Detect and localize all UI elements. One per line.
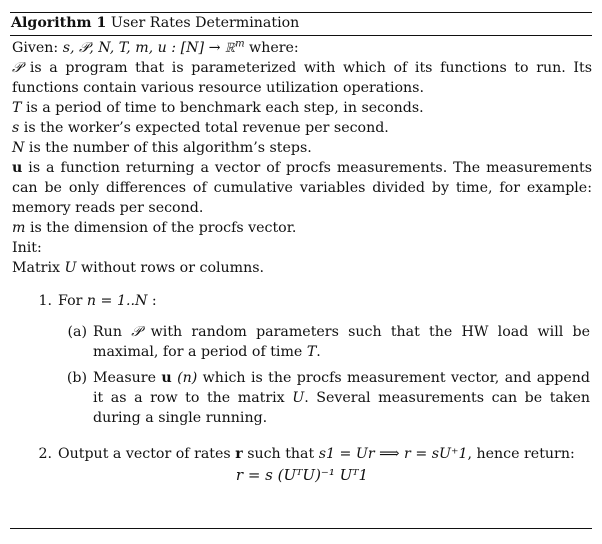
step-1-math: n = 1..N (86, 293, 148, 309)
steps-list (12, 291, 592, 485)
substep-b-label: (b) (66, 370, 87, 386)
step-1-text-b: : (147, 293, 157, 309)
substep-b-text-2: which is the procfs measurement vector, and append it as a row to the matrix (93, 370, 590, 406)
step-2 (12, 444, 592, 464)
def-N-text: is the number of this algorithm’s steps. (24, 140, 312, 156)
step-1-content (58, 291, 592, 311)
P-symbol: 𝒫 (12, 60, 23, 76)
final-formula (12, 465, 592, 485)
algorithm-body (10, 36, 592, 485)
m-symbol: m (12, 220, 26, 236)
step-2-equation: s1 = Ur ⟹ r = sU⁺1 (318, 446, 468, 462)
given-line (12, 38, 592, 58)
substep-a-T-symbol: T (306, 344, 317, 360)
init-label: Init: (12, 240, 42, 256)
U-symbol: U (64, 260, 77, 276)
step-2-text-c: , hence return: (467, 446, 575, 462)
substep-b-U-symbol: U (292, 390, 305, 406)
init-line (12, 258, 592, 278)
substep-b-content (93, 368, 592, 428)
u-symbol: u (12, 160, 23, 176)
def-m (12, 218, 592, 238)
step-1 (12, 291, 592, 311)
substep-b-u-arg: (n) (171, 370, 198, 386)
step-1-text-a: For (58, 293, 87, 309)
substep-a-P-symbol: 𝒫 (131, 324, 142, 340)
T-symbol: T (12, 100, 22, 116)
substep-a-text-1: Run (93, 324, 132, 340)
step-2-content (58, 444, 592, 464)
substep-a-content (93, 322, 592, 362)
N-symbol: N (12, 140, 25, 156)
substep-b (12, 368, 592, 428)
given-sup: m (235, 38, 245, 50)
substep-b-text-1: Measure (93, 370, 162, 386)
substep-a-text-2: with random parameters such that the HW load will be maximal, for a period of time (93, 324, 590, 360)
def-m-text: is the dimension of the procfs vector. (25, 220, 297, 236)
def-T (12, 98, 592, 118)
def-P (12, 58, 592, 98)
step-1-substeps (12, 322, 592, 428)
algorithm-box (10, 0, 592, 485)
final-formula-text: r = s (UᵀU)⁻¹ Uᵀ1 (235, 466, 369, 484)
step-1-number: 1. (38, 293, 52, 309)
step-2-number: 2. (38, 446, 52, 462)
step-2-text-a: Output a vector of rates (58, 446, 236, 462)
def-s-text: is the worker’s expected total revenue per second. (19, 120, 389, 136)
def-s (12, 118, 592, 138)
bottom-rule (10, 528, 592, 529)
def-P-text: is a program that is parameterized with which of its functions to run. Its functions contain various resource utilization operations. (12, 60, 592, 96)
given-label: Given: (12, 40, 59, 56)
step-2-r-symbol: r (235, 446, 243, 462)
substep-a (12, 322, 592, 362)
substep-b-text-3: . Several measurements can be taken during a single running. (93, 390, 590, 426)
init-text-b: without rows or columns. (76, 260, 265, 276)
given-math: s, 𝒫, N, T, m, u : [N] → ℝ (62, 40, 236, 56)
substep-a-text-3: . (316, 344, 321, 360)
algorithm-header (10, 13, 592, 35)
def-u (12, 158, 592, 218)
s-symbol: s (12, 120, 20, 136)
step-2-text-b: such that (242, 446, 319, 462)
given-where: where: (244, 40, 299, 56)
substep-b-u-symbol: u (161, 370, 172, 386)
substep-a-label: (a) (67, 324, 87, 340)
init-text-a: Matrix (12, 260, 65, 276)
def-u-text: is a function returning a vector of procfs measurements. The measurements can be only differences of cumulative variables divided by time, for example: memory reads per second. (12, 160, 592, 216)
def-N (12, 138, 592, 158)
algorithm-title: User Rates Determination (110, 15, 300, 31)
def-T-text: is a period of time to benchmark each step, in seconds. (21, 100, 424, 116)
algorithm-label: Algorithm 1 (11, 15, 107, 31)
